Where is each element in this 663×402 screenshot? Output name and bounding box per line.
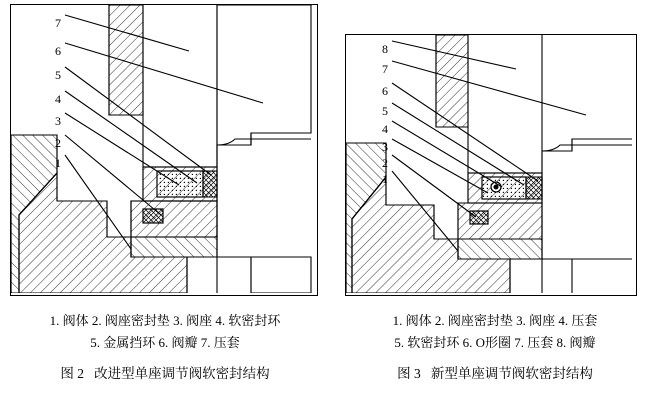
figure-2-title: 改进型单座调节阀软密封结构 [94,366,270,382]
callout-4: 4 [382,122,388,136]
callout-7: 7 [382,62,388,76]
figure-3 [345,4,645,382]
callout-4: 4 [55,92,61,106]
figure-2-caption [10,362,320,382]
callout-2: 2 [382,156,388,170]
callout-3: 3 [55,114,61,128]
callout-3: 3 [382,140,388,154]
callout-5: 5 [382,104,388,118]
figure-3-title: 新型单座调节阀软密封结构 [430,366,593,382]
figure-3-drawing [345,34,637,296]
callout-1: 1 [382,172,388,186]
figure-3-callouts [346,35,390,293]
callout-6: 6 [382,84,388,98]
figure-3-legend-line-1: 1. 阀体 2. 阀座密封垫 3. 阀座 4. 压套 [392,313,598,328]
callout-8: 8 [382,42,388,56]
figure-2-drawing [10,4,318,296]
callout-5: 5 [55,68,61,82]
figure-3-legend [345,310,645,354]
callout-6: 6 [55,44,61,58]
figure-2-legend-line-1: 1. 阀体 2. 阀座密封垫 3. 阀座 4. 软密封环 [49,313,281,328]
callout-1: 1 [55,156,61,170]
callout-2: 2 [55,136,61,150]
figure-3-caption [345,362,645,382]
figure-3-legend-line-2: 5. 软密封环 6. O形圈 7. 压套 8. 阀瓣 [394,335,596,351]
figure-3-number: 图 3 [397,366,421,382]
figure-2-callouts [11,5,63,293]
figure-2-number: 图 2 [60,366,84,382]
figure-2-legend-line-2: 5. 金属挡环 6. 阀瓣 7. 压套 [90,335,240,351]
figure-2-legend [10,310,320,354]
callout-7: 7 [55,16,61,30]
figure-2 [10,4,320,382]
